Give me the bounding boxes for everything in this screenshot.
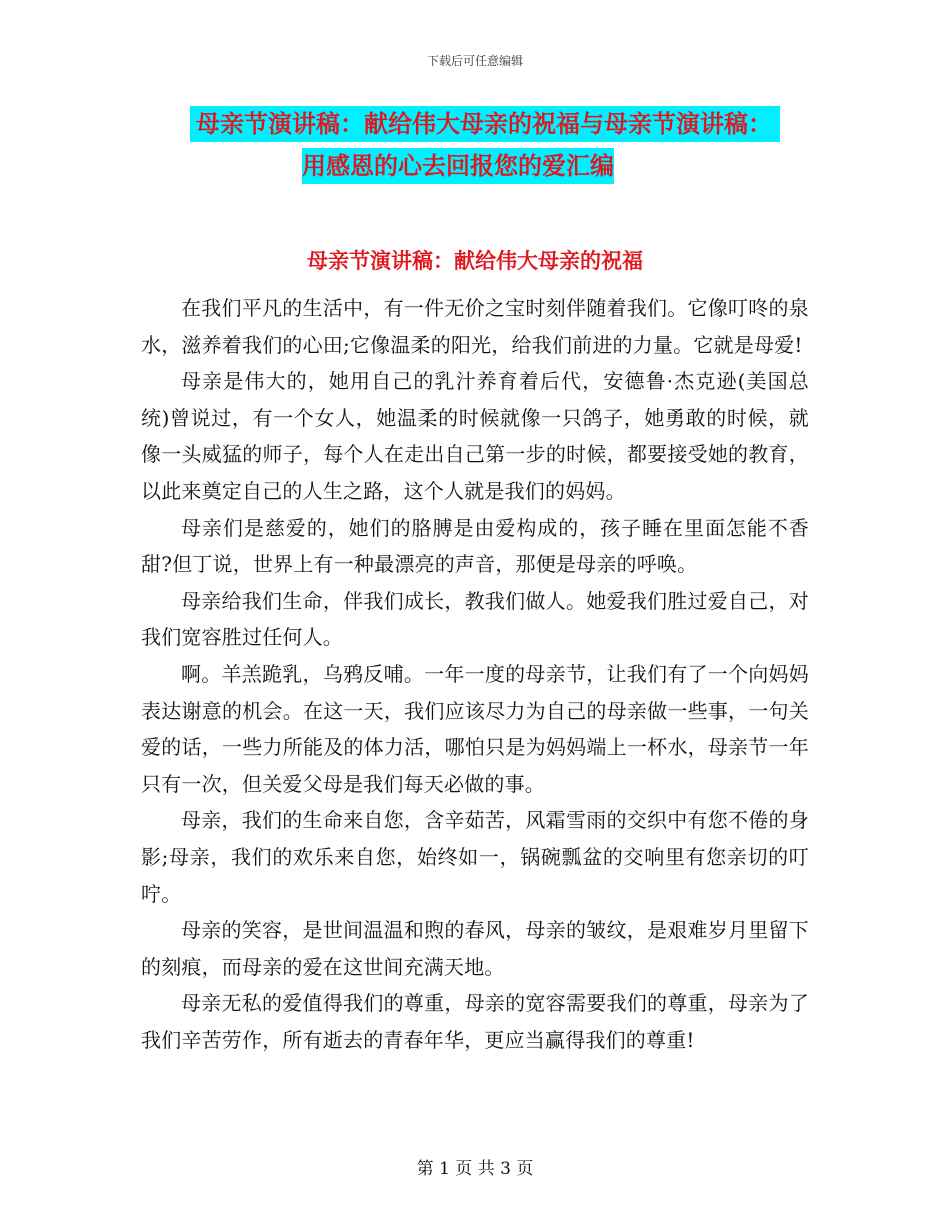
paragraph: 母亲，我们的生命来自您，含辛茹苦，风霜雪雨的交织中有您不倦的身影;母亲，我们的欢乐来自您，始终如一，锅碗瓢盆的交响里有您亲切的叮咛。: [141, 808, 809, 906]
header-note: 下载后可任意编辑: [426, 54, 523, 68]
page-footer: [0, 1154, 950, 1179]
paragraph: 在我们平凡的生活中，有一件无价之宝时刻伴随着我们。它像叮咚的泉水，滋养着我们的心田;它像温柔的阳光，给我们前进的力量。它就是母爱!: [141, 296, 809, 357]
document-title: [190, 106, 835, 184]
paragraph: 母亲是伟大的，她用自己的乳汁养育着后代，安德鲁·杰克逊(美国总统)曾说过，有一个女人，她温柔的时候就像一只鸽子，她勇敢的时候，就像一头威猛的师子，每个人在走出自己第一步的时候，都要接受她的教育，以此来奠定自己的人生之路，这个人就是我们的妈妈。: [141, 369, 809, 503]
title-line-2: 用感恩的心去回报您的爱汇编: [302, 148, 614, 184]
body-text: [141, 290, 809, 1058]
paragraph: 母亲给我们生命，伴我们成长，教我们做人。她爱我们胜过爱自己，对我们宽容胜过任何人。: [141, 588, 809, 650]
paragraph: 母亲的笑容，是世间温温和煦的春风，母亲的皱纹，是艰难岁月里留下的刻痕，而母亲的爱在这世间充满天地。: [141, 918, 809, 979]
section-title: 母亲节演讲稿：献给伟大母亲的祝福: [307, 248, 643, 273]
title-line-1: 母亲节演讲稿：献给伟大母亲的祝福与母亲节演讲稿：: [190, 106, 780, 142]
paragraph: 母亲无私的爱值得我们的尊重，母亲的宽容需要我们的尊重，母亲为了我们辛苦劳作，所有逝去的青春年华，更应当赢得我们的尊重!: [141, 991, 809, 1052]
paragraph: 啊。羊羔跪乳，乌鸦反哺。一年一度的母亲节，让我们有了一个向妈妈表达谢意的机会。在这一天，我们应该尽力为自己的母亲做一些事，一句关爱的话，一些力所能及的体力活，哪怕只是为妈妈端上一杯水，母亲节一年只有一次，但关爱父母是我们每天必做的事。: [141, 661, 809, 796]
page-number: 第 1 页 共 3 页: [416, 1159, 534, 1179]
paragraph: 母亲们是慈爱的，她们的胳膊是由爱构成的，孩子睡在里面怎能不香甜?但丁说，世界上有一种最漂亮的声音，那便是母亲的呼唤。: [141, 515, 809, 577]
